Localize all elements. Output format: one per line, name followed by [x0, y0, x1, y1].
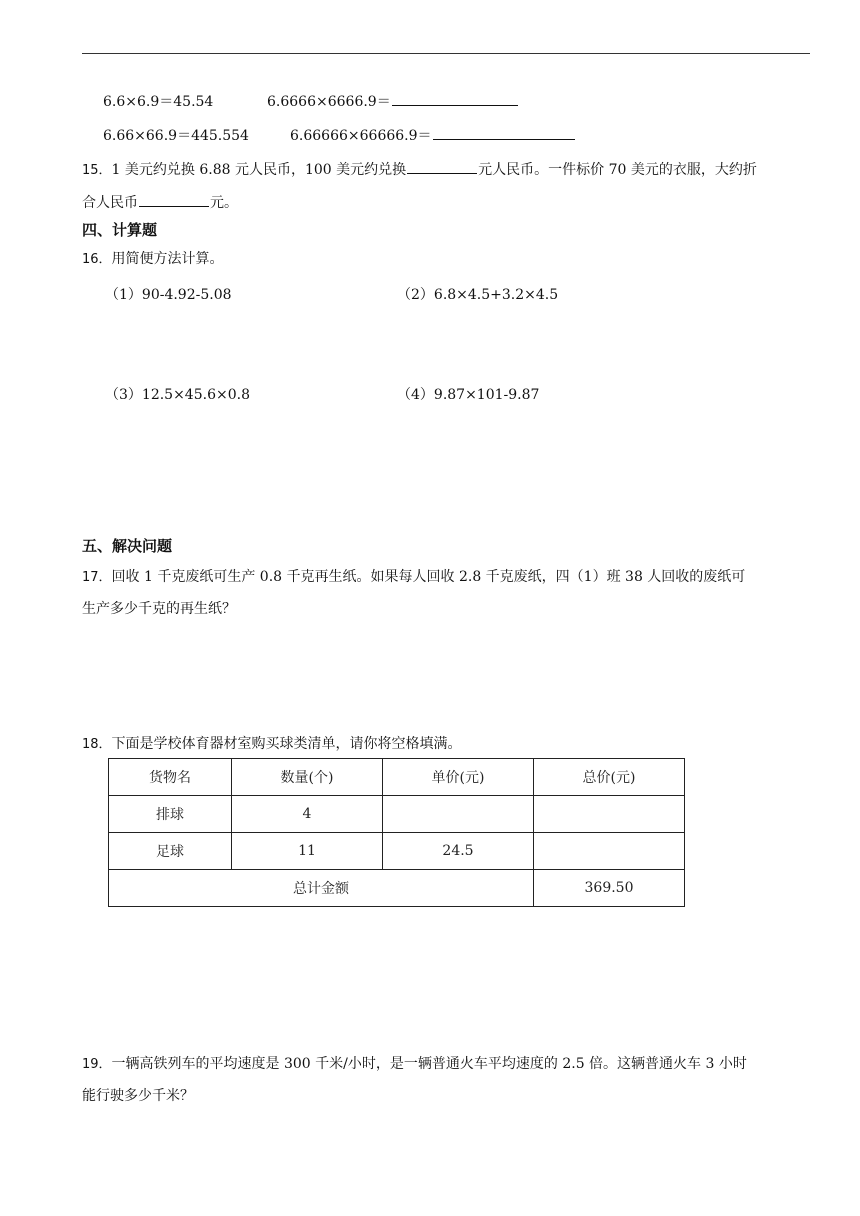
question-17-line-1 [82, 566, 745, 586]
question-16 [82, 248, 224, 268]
expression-text: 6.66×66.9＝445.554 [103, 128, 249, 144]
answer-blank[interactable] [392, 104, 518, 106]
table-cell: 4 [232, 796, 383, 833]
expression-line-2 [103, 125, 249, 145]
table-row [109, 796, 685, 833]
table-cell: 11 [232, 833, 383, 870]
header-rule [82, 53, 810, 54]
calc-item-3: （3）12.5×45.6×0.8 [105, 387, 250, 403]
question-18 [82, 733, 462, 753]
question-text: 元。 [210, 195, 238, 211]
calc-item-1: （1）90-4.92-5.08 [105, 287, 232, 303]
question-number: 16． [82, 252, 112, 267]
question-number: 19． [82, 1057, 112, 1072]
table-cell-blank[interactable] [534, 796, 685, 833]
question-text: 用简便方法计算。 [111, 251, 224, 267]
question-17-line-2: 生产多少千克的再生纸？ [82, 601, 236, 617]
question-text: 1 美元约兑换 6.88 元人民币，100 美元约兑换 [111, 162, 407, 178]
table-total-value: 369.50 [534, 870, 685, 907]
table-cell: 24.5 [383, 833, 534, 870]
table-header-cell: 单价(元) [383, 759, 534, 796]
question-number: 18． [82, 737, 112, 752]
question-text: 一辆高铁列车的平均速度是 300 千米/小时，是一辆普通火车平均速度的 2.5 倍。这辆普通火车 3 小时 [111, 1056, 747, 1072]
question-text: 元人民币。一件标价 70 美元的衣服，大约折 [478, 162, 757, 178]
table-cell-blank[interactable] [383, 796, 534, 833]
table-cell-blank[interactable] [534, 833, 685, 870]
answer-blank[interactable] [407, 172, 477, 174]
question-text: 下面是学校体育器材室购买球类清单，请你将空格填满。 [111, 736, 462, 752]
question-15-line-2 [82, 192, 238, 212]
expression-text: 6.66666×66666.9＝ [290, 128, 432, 144]
expression-line-2-blank [290, 125, 576, 145]
question-15-line-1 [82, 159, 757, 179]
question-number: 17． [82, 570, 112, 585]
table-total-row [109, 870, 685, 907]
question-text: 合人民币 [82, 195, 138, 211]
table-row [109, 833, 685, 870]
table-cell: 排球 [109, 796, 232, 833]
table-header-row [109, 759, 685, 796]
calc-item-4: （4）9.87×101-9.87 [397, 387, 540, 403]
table-header-cell: 数量(个) [232, 759, 383, 796]
table-header-cell: 总价(元) [534, 759, 685, 796]
answer-blank[interactable] [433, 138, 575, 140]
expression-line-1-blank [267, 91, 519, 111]
expression-text: 6.6×6.9＝45.54 [103, 94, 214, 110]
section-heading-5: 五、解决问题 [82, 537, 173, 555]
table-total-label: 总计金额 [109, 870, 534, 907]
question-19-line-2: 能行驶多少千米？ [82, 1088, 194, 1104]
goods-table [108, 758, 685, 907]
table-cell: 足球 [109, 833, 232, 870]
question-text: 回收 1 千克废纸可生产 0.8 千克再生纸。如果每人回收 2.8 千克废纸，四（1）班 38 人回收的废纸可 [111, 569, 746, 585]
expression-line-1 [103, 91, 213, 111]
calc-item-2: （2）6.8×4.5+3.2×4.5 [397, 287, 559, 303]
question-number: 15． [82, 163, 112, 178]
question-19-line-1 [82, 1053, 747, 1073]
expression-text: 6.6666×6666.9＝ [267, 94, 391, 110]
table-header-cell: 货物名 [109, 759, 232, 796]
answer-blank[interactable] [139, 205, 209, 207]
section-heading-4: 四、计算题 [82, 221, 158, 239]
